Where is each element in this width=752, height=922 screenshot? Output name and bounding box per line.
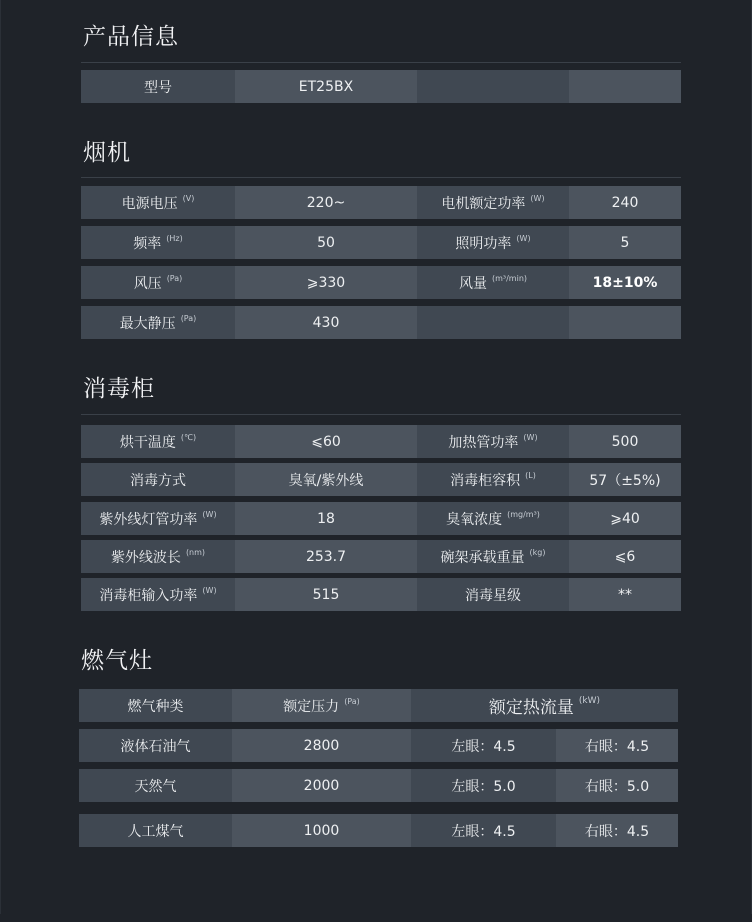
spec-label-empty: [417, 306, 569, 339]
spec-unit: (mg/m³): [507, 510, 540, 519]
right-burner-flow: 右眼：4.5: [556, 729, 678, 762]
spec-value: ⩾40: [569, 502, 681, 535]
spec-label: [417, 425, 569, 458]
spec-unit: (℃): [180, 433, 197, 442]
spec-value: 500: [569, 425, 681, 458]
spec-label-text: 电机额定功率: [441, 195, 526, 212]
gas-type: 液体石油气: [79, 729, 232, 762]
gas-type: 人工煤气: [79, 814, 232, 847]
spec-label: [417, 578, 569, 611]
spec-label-text: 风量: [458, 275, 487, 292]
spec-value: 515: [235, 578, 417, 611]
table-row-model: [81, 70, 681, 103]
spec-value: 臭氧/紫外线: [235, 463, 417, 496]
table-row: [79, 769, 678, 802]
spec-label: [81, 578, 235, 611]
spec-label: [417, 463, 569, 496]
spec-label: [417, 226, 569, 259]
right-burner-flow: 右眼：5.0: [556, 769, 678, 802]
spec-unit: (V): [182, 194, 195, 203]
left-burner-flow: 左眼：5.0: [411, 769, 556, 802]
table-row: [81, 425, 681, 458]
table-row: [81, 463, 681, 496]
spec-unit: (L): [525, 471, 536, 480]
spec-value: ⩽60: [235, 425, 417, 458]
spec-label-text: 最大静压: [119, 315, 176, 332]
table-row: [79, 729, 678, 762]
spec-unit: (W): [530, 194, 545, 203]
spec-value-empty: [569, 306, 681, 339]
left-burner-flow: 左眼：4.5: [411, 729, 556, 762]
spec-label-text: 消毒方式: [130, 472, 186, 489]
column-header-text: 额定热流量: [488, 698, 574, 718]
spec-label-text: 电源电压: [121, 195, 178, 212]
spec-label-text: 碗架承载重量: [440, 549, 525, 566]
spec-label: [81, 463, 235, 496]
spec-label-text: 紫外线灯管功率: [99, 511, 198, 528]
spec-label-text: 臭氧浓度: [446, 511, 503, 528]
spec-value: ⩽6: [569, 540, 681, 573]
section-title-range-hood: 烟机: [83, 140, 131, 166]
column-header-pressure: [232, 689, 411, 722]
rated-pressure: 1000: [232, 814, 411, 847]
gas-type: 天然气: [79, 769, 232, 802]
column-header-heat-flow: [411, 689, 678, 722]
spec-unit: (Pa): [166, 274, 183, 283]
spec-label: [417, 186, 569, 219]
spec-unit: (kg): [529, 548, 546, 557]
spec-unit: (W): [523, 433, 538, 442]
spec-label: 型号: [81, 70, 235, 103]
rated-pressure: 2800: [232, 729, 411, 762]
spec-label-text: 烘干温度: [119, 434, 176, 451]
table-row: [81, 578, 681, 611]
spec-value: ⩾330: [235, 266, 417, 299]
spec-label: [81, 502, 235, 535]
spec-label-text: 加热管功率: [448, 434, 519, 451]
section-title-sterilizer: 消毒柜: [83, 376, 155, 402]
table-row: [81, 540, 681, 573]
section-divider: [81, 414, 681, 415]
spec-unit: (W): [202, 510, 217, 519]
right-burner-flow: 右眼：4.5: [556, 814, 678, 847]
spec-label-text: 频率: [133, 235, 162, 252]
spec-label-text: 消毒柜输入功率: [99, 587, 198, 604]
spec-label: [417, 266, 569, 299]
spec-unit: (Pa): [180, 314, 197, 323]
rated-pressure: 2000: [232, 769, 411, 802]
spec-value: 57（±5%): [569, 463, 681, 496]
spec-label-text: 风压: [133, 275, 162, 292]
spec-value: 240: [569, 186, 681, 219]
spec-label: [81, 540, 235, 573]
section-divider: [81, 177, 681, 178]
spec-value-empty: [569, 70, 681, 103]
spec-label: [81, 186, 235, 219]
spec-value: 430: [235, 306, 417, 339]
section-title-product-info: 产品信息: [83, 24, 179, 50]
spec-unit: (Hz): [166, 234, 183, 243]
spec-label-empty: [417, 70, 569, 103]
spec-label: [81, 226, 235, 259]
spec-unit: (m³/min): [491, 274, 528, 283]
table-header-row: [79, 689, 678, 722]
spec-label-text: 消毒柜容积: [450, 472, 521, 489]
spec-value: 18±10%: [569, 266, 681, 299]
table-row: [81, 266, 681, 299]
spec-unit: (W): [516, 234, 531, 243]
spec-value: 253.7: [235, 540, 417, 573]
spec-label: [417, 540, 569, 573]
section-divider: [81, 62, 681, 63]
spec-label: [417, 502, 569, 535]
left-burner-flow: 左眼：4.5: [411, 814, 556, 847]
column-header-gas-type: 燃气种类: [79, 689, 232, 722]
table-row: [79, 814, 678, 847]
spec-label: [81, 266, 235, 299]
spec-value: 220~: [235, 186, 417, 219]
column-header-unit: (kW): [578, 695, 601, 706]
spec-label: [81, 425, 235, 458]
spec-label-text: 消毒星级: [465, 587, 521, 604]
table-row: [81, 502, 681, 535]
spec-unit: (nm): [185, 548, 206, 557]
spec-value: 5: [569, 226, 681, 259]
column-header-text: 额定压力: [283, 698, 340, 715]
spec-value: **: [569, 578, 681, 611]
section-title-gas-stove: 燃气灶: [81, 648, 153, 674]
table-row: [81, 306, 681, 339]
table-row: [81, 226, 681, 259]
spec-label: [81, 306, 235, 339]
spec-label-text: 紫外线波长: [110, 549, 181, 566]
spec-value: ET25BX: [235, 70, 417, 103]
spec-label-text: 照明功率: [455, 235, 512, 252]
column-header-unit: (Pa): [344, 697, 360, 706]
spec-unit: (W): [202, 586, 217, 595]
spec-value: 50: [235, 226, 417, 259]
table-row: [81, 186, 681, 219]
spec-value: 18: [235, 502, 417, 535]
